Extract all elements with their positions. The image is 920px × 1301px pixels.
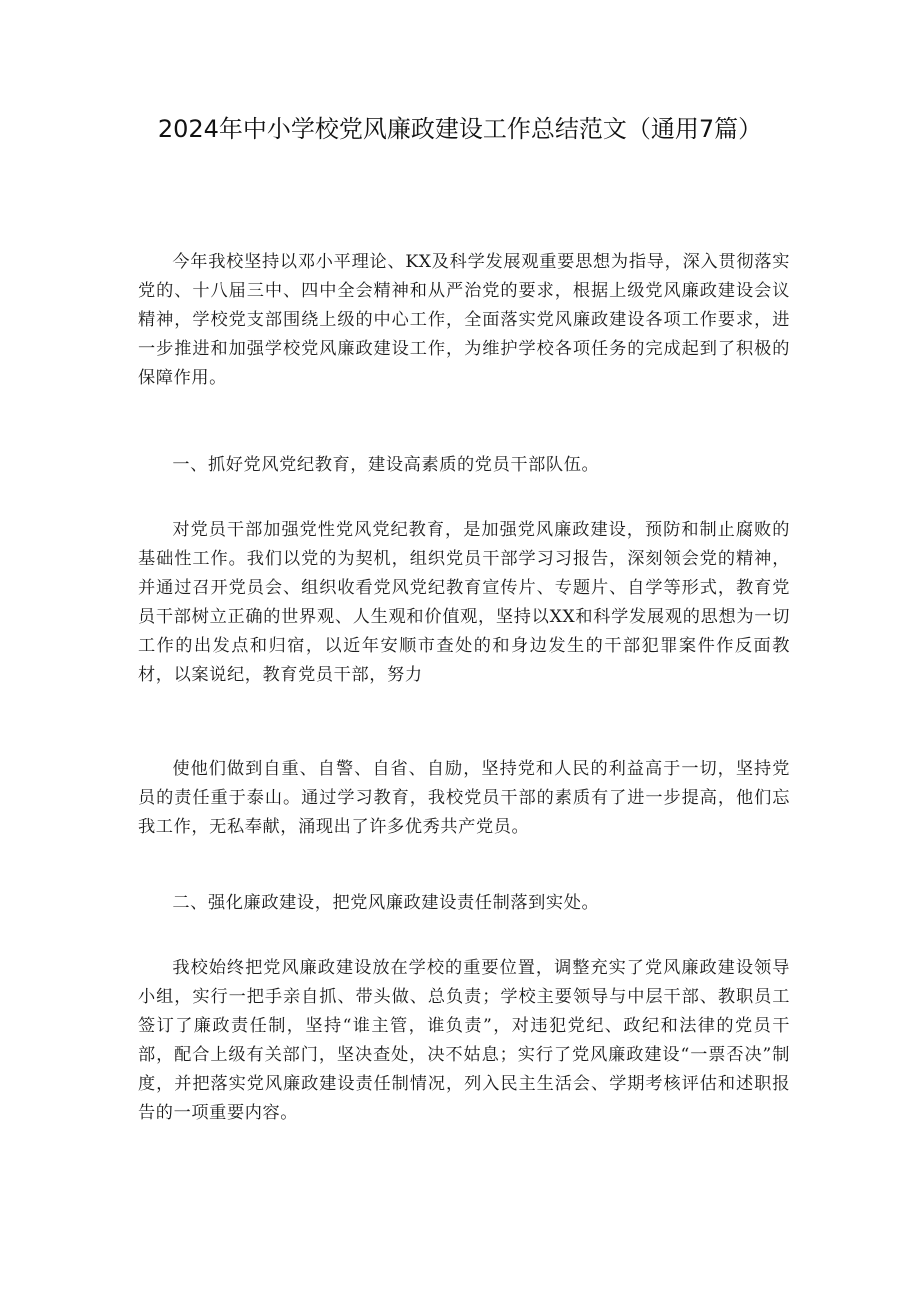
- paragraph-intro: 今年我校坚持以邓小平理论、KX及科学发展观重要思想为指导，深入贯彻落实党的、十八届三中、四中全会精神和从严治党的要求，根据上级党风廉政建设会议精神，学校党支部围绕上级的中心工作，全面落实党风廉政建设各项工作要求，进一步推进和加强学校党风廉政建设工作，为维护学校各项任务的完成起到了积极的保障作用。: [138, 252, 790, 388]
- paragraph-party-education: 对党员干部加强党性党风党纪教育，是加强党风廉政建设，预防和制止腐败的基础性工作。我们以党的为契机，组织党员干部学习习报告，深刻领会党的精神，并通过召开党员会、组织收看党风党纪教育宣传片、专题片、自学等形式，教育党员干部树立正确的世界观、人生观和价值观，坚持以XX和科学发展观的思想为一切工作的出发点和归宿，以近年安顺市查处的和身边发生的干部犯罪案件作反面教材，以案说纪，教育党员干部，努力: [138, 520, 790, 685]
- paragraph-responsibility-system: 我校始终把党风廉政建设放在学校的重要位置，调整充实了党风廉政建设领导小组，实行一把手亲自抓、带头做、总负责；学校主要领导与中层干部、教职员工签订了廉政责任制，坚持“谁主管，谁负责”，对违犯党纪、政纪和法律的党员干部，配合上级有关部门，坚决查处，决不姑息；实行了党风廉政建设“一票否决”制度，并把落实党风廉政建设责任制情况，列入民主生活会、学期考核评估和述职报告的一项重要内容。: [138, 958, 790, 1123]
- section-heading-2: 二、强化廉政建设，把党风廉政建设责任制落到实处。: [172, 893, 600, 913]
- document-title: 2024年中小学校党风廉政建设工作总结范文（通用7篇）: [157, 115, 763, 143]
- paragraph-party-education-cont: 使他们做到自重、自警、自省、自励，坚持党和人民的利益高于一切，坚持党员的责任重于泰山。通过学习教育，我校党员干部的素质有了进一步提高，他们忘我工作，无私奉献，涌现出了许多优秀共产党员。: [138, 759, 790, 837]
- section-heading-1: 一、抓好党风党纪教育，建设高素质的党员干部队伍。: [172, 455, 600, 475]
